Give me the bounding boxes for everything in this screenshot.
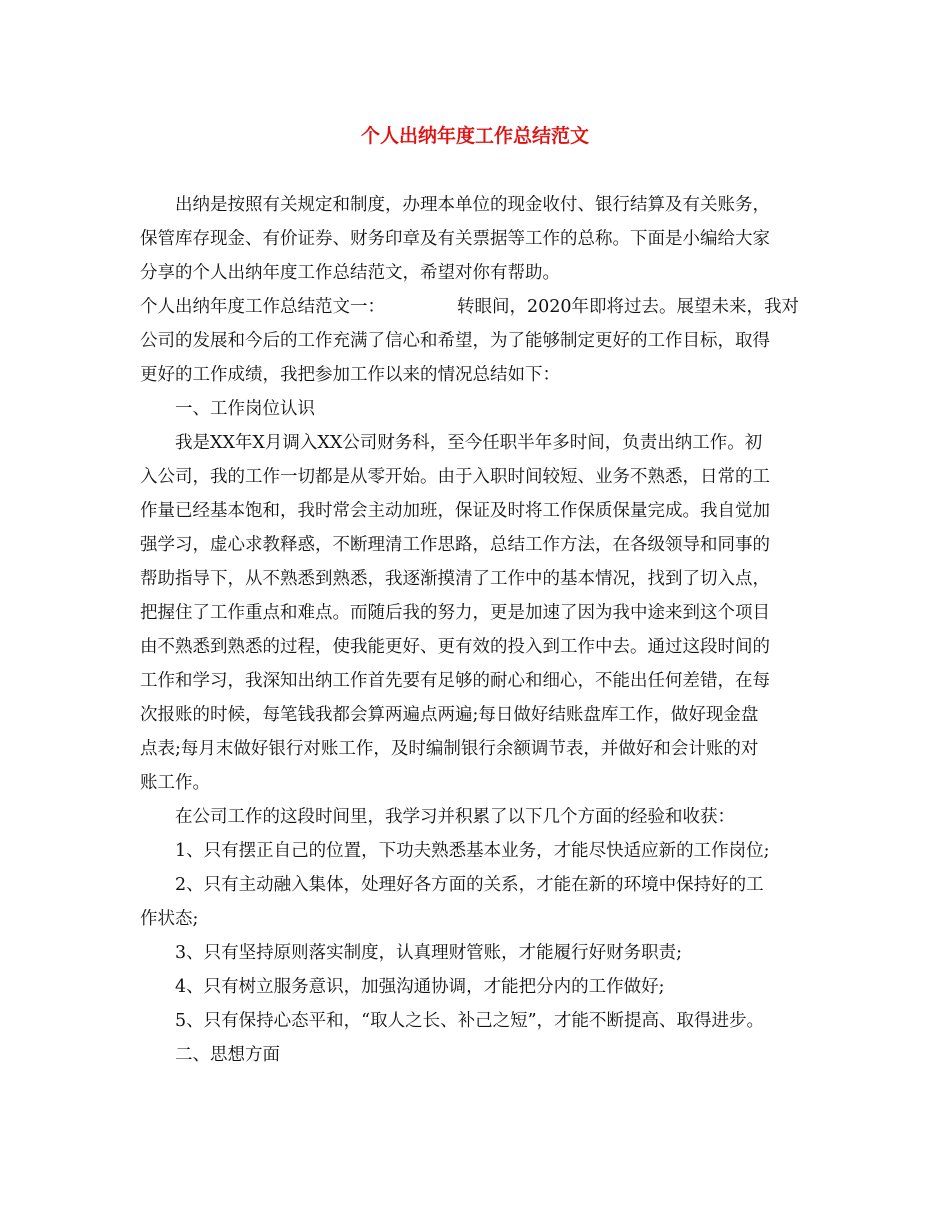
list-item-text: 1、只有摆正自己的位置，下功夫熟悉基本业务，才能尽快适应新的工作岗位; [175,841,770,861]
heading-text: 二、思想方面 [175,1045,280,1065]
line-text: 由不熟悉到熟悉的过程，使我能更好、更有效的投入到工作中去。通过这段时间的 [140,637,770,657]
line-text: 转眼间，2020年即将过去。展望未来，我对 [457,297,800,317]
paragraph-line [140,698,820,732]
document-title: 个人出纳年度工作总结范文 [360,125,589,147]
paragraph-line [140,766,820,800]
line-text: 点表;每月末做好银行对账工作，及时编制银行余额调节表，并做好和会计账的对 [140,739,759,759]
line-text: 出纳是按照有关规定和制度，办理本单位的现金收付、银行结算及有关账务， [175,195,770,215]
line-text: 保管库存现金、有价证券、财务印章及有关票据等工作的总称。下面是小编给大家 [140,229,770,249]
paragraph-line [140,324,820,358]
paragraph-line [140,358,820,392]
line-text: 次报账的时候，每笔钱我都会算两遍点两遍;每日做好结账盘库工作，做好现金盘 [140,705,759,725]
document-body [140,188,820,1072]
paragraph-line [140,596,820,630]
list-item-text: 5、只有保持心态平和，“取人之长、补己之短”，才能不断提高、取得进步。 [175,1011,765,1031]
paragraph-line [140,426,820,460]
list-item-text: 作状态; [140,909,199,929]
line-text: 工作和学习，我深知出纳工作首先要有足够的耐心和细心，不能出任何差错，在每 [140,671,770,691]
line-text: 账工作。 [140,773,210,793]
line-text: 我是XX年X月调入XX公司财务科，至今任职半年多时间，负责出纳工作。初 [175,433,763,453]
paragraph-line [140,460,820,494]
line-text: 入公司，我的工作一切都是从零开始。由于入职时间较短、业务不熟悉，日常的工 [140,467,770,487]
line-text: 分享的个人出纳年度工作总结范文，希望对你有帮助。 [140,263,560,283]
paragraph-line [140,664,820,698]
list-item-text: 4、只有树立服务意识，加强沟通协调，才能把分内的工作做好; [175,977,665,997]
paragraph-line [140,494,820,528]
paragraph-line [140,256,820,290]
line-text: 强学习，虚心求教释惑，不断理清工作思路，总结工作方法，在各级领导和同事的 [140,535,770,555]
paragraph-line [140,290,820,324]
list-item [140,936,820,970]
line-text: 作量已经基本饱和，我时常会主动加班，保证及时将工作保质保量完成。我自觉加 [140,501,770,521]
section-heading [140,1038,820,1072]
list-item [140,868,820,902]
heading-text: 一、工作岗位认识 [175,399,315,419]
list-item-text: 2、只有主动融入集体，处理好各方面的关系，才能在新的环境中保持好的工 [175,875,764,895]
paragraph-line [140,562,820,596]
list-item-text: 3、只有坚持原则落实制度，认真理财管账，才能履行好财务职责; [175,943,683,963]
list-item [140,834,820,868]
paragraph-line [140,630,820,664]
paragraph-line [140,732,820,766]
paragraph-line [140,188,820,222]
list-item [140,1004,820,1038]
line-text: 帮助指导下，从不熟悉到熟悉，我逐渐摸清了工作中的基本情况，找到了切入点， [140,569,770,589]
section-heading [140,392,820,426]
paragraph-line [140,528,820,562]
paragraph-line [140,222,820,256]
list-item [140,970,820,1004]
section-heading-text: 个人出纳年度工作总结范文一： [140,297,385,317]
line-text: 公司的发展和今后的工作充满了信心和希望，为了能够制定更好的工作目标，取得 [140,331,770,351]
line-text: 把握住了工作重点和难点。而随后我的努力，更是加速了因为我中途来到这个项目 [140,603,770,623]
list-item-continuation [140,902,820,936]
line-text: 在公司工作的这段时间里，我学习并积累了以下几个方面的经验和收获： [175,807,735,827]
paragraph-line [140,800,820,834]
line-text: 更好的工作成绩，我把参加工作以来的情况总结如下： [140,365,560,385]
